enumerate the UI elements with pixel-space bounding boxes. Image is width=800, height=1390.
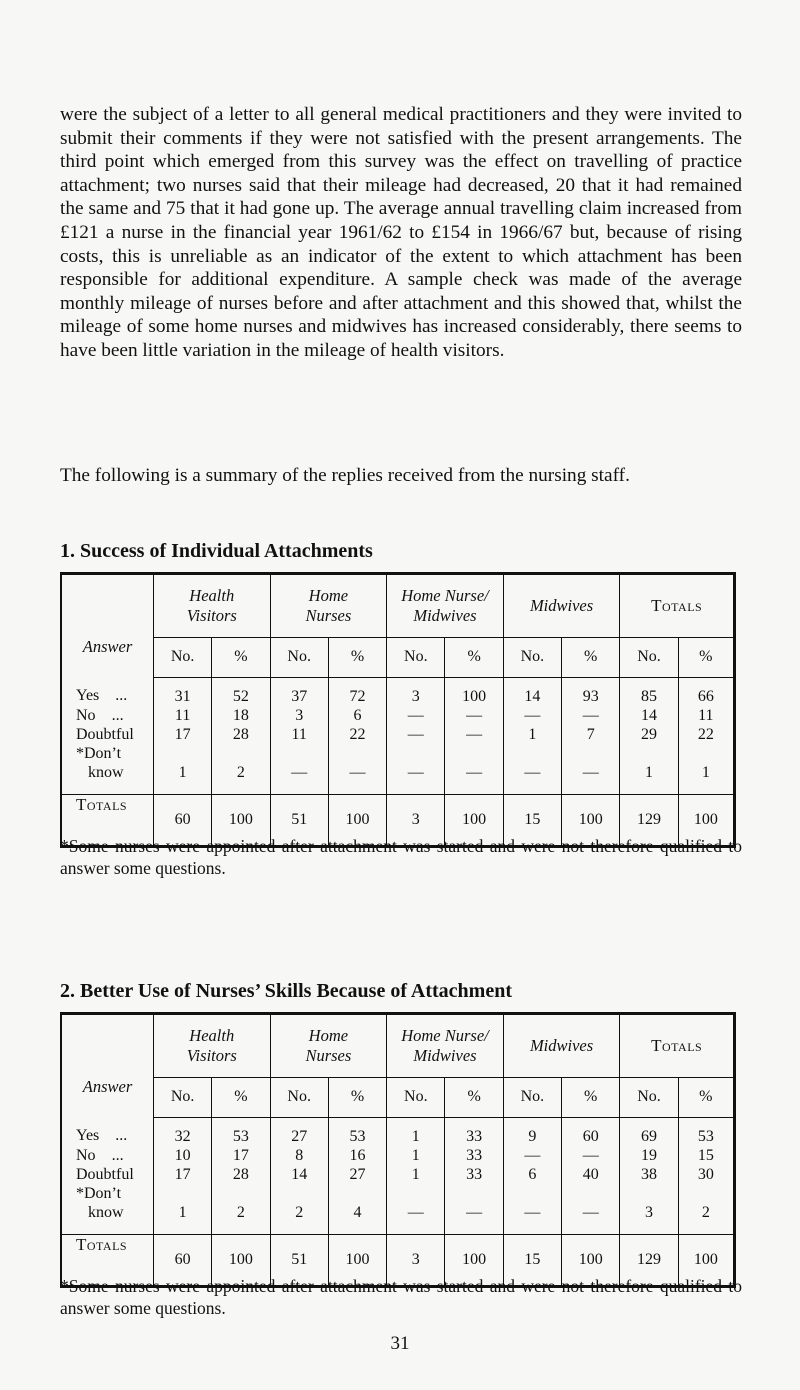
percent-header: % <box>328 1078 386 1117</box>
table-cell: — <box>445 744 503 795</box>
table-cell: — <box>387 744 445 795</box>
table-cell: 69 <box>620 1117 678 1146</box>
table-cell: 29 <box>620 725 678 744</box>
group-header <box>153 574 270 638</box>
answer-header: Answer <box>61 1014 153 1118</box>
group-header-line1: Health <box>189 1026 235 1046</box>
group-header-line1: Home Nurse/ <box>401 586 489 606</box>
table-cell: 53 <box>328 1117 386 1146</box>
row-label <box>61 1184 153 1235</box>
table-cell: 14 <box>620 706 678 725</box>
totals-cell: 60 <box>153 1234 211 1286</box>
percent-header: % <box>212 1078 270 1117</box>
no-header: No. <box>270 638 328 677</box>
group-header <box>387 1014 504 1078</box>
table-cell: 3 <box>620 1184 678 1235</box>
group-header-line1: Totals <box>651 1036 703 1056</box>
table2-heading: 2. Better Use of Nurses’ Skills Because of Attachment <box>60 980 512 1002</box>
group-header-line2: Visitors <box>186 606 237 626</box>
row-label-dots: ... <box>111 1146 124 1164</box>
table-cell: 17 <box>153 725 211 744</box>
table-cell: 32 <box>153 1117 211 1146</box>
table-cell: 93 <box>562 677 620 706</box>
table-cell: 14 <box>503 677 561 706</box>
percent-header: % <box>212 638 270 677</box>
totals-cell: 100 <box>678 794 734 846</box>
table-cell: 33 <box>445 1117 503 1146</box>
totals-cell: 100 <box>445 794 503 846</box>
totals-cell: 15 <box>503 1234 561 1286</box>
table-cell: 28 <box>212 1165 270 1184</box>
totals-label: Totals <box>61 1234 153 1286</box>
row-label <box>61 1165 153 1184</box>
group-header-line1: Health <box>189 586 235 606</box>
table-cell: 7 <box>562 725 620 744</box>
table-cell: 33 <box>445 1165 503 1184</box>
no-header: No. <box>503 638 561 677</box>
group-header-line2: Midwives <box>413 1046 477 1066</box>
group-header-line1: Home Nurse/ <box>401 1026 489 1046</box>
totals-cell: 100 <box>212 1234 270 1286</box>
group-header-line1: Home <box>308 1026 349 1046</box>
table-cell: 3 <box>270 706 328 725</box>
row-label-dots: ... <box>115 687 128 704</box>
table-cell: — <box>562 744 620 795</box>
page-number: 31 <box>390 1333 410 1354</box>
table-cell: 1 <box>387 1165 445 1184</box>
no-header: No. <box>503 1078 561 1117</box>
table-cell: 27 <box>328 1165 386 1184</box>
table-cell: — <box>445 706 503 725</box>
row-label-text: No <box>76 1146 96 1164</box>
group-header-line2: Midwives <box>413 606 477 626</box>
table-cell: 16 <box>328 1146 386 1165</box>
table-cell: 38 <box>620 1165 678 1184</box>
totals-cell: 100 <box>328 1234 386 1286</box>
row-label-text: Doubtful <box>76 725 134 743</box>
table-cell: 17 <box>153 1165 211 1184</box>
table-cell: — <box>445 725 503 744</box>
totals-cell: 100 <box>328 794 386 846</box>
table-cell: 2 <box>678 1184 734 1235</box>
table-cell: 85 <box>620 677 678 706</box>
row-label-text: Yes <box>76 687 100 704</box>
group-header-line1: Totals <box>651 596 703 616</box>
table-cell: 52 <box>212 677 270 706</box>
row-label-dots: ... <box>115 1127 128 1144</box>
table-cell: 72 <box>328 677 386 706</box>
group-header <box>270 1014 387 1078</box>
row-label <box>61 677 153 706</box>
table-cell: 9 <box>503 1117 561 1146</box>
totals-cell: 15 <box>503 794 561 846</box>
group-header <box>153 1014 270 1078</box>
table-cell: 27 <box>270 1117 328 1146</box>
totals-cell: 51 <box>270 794 328 846</box>
row-label <box>61 706 153 725</box>
no-header: No. <box>270 1078 328 1117</box>
table-cell: — <box>562 1146 620 1165</box>
totals-cell: 129 <box>620 794 678 846</box>
table-cell: 2 <box>270 1184 328 1235</box>
answer-header: Answer <box>61 574 153 678</box>
no-header: No. <box>620 1078 678 1117</box>
group-header-line2: Nurses <box>305 606 352 626</box>
no-header: No. <box>153 638 211 677</box>
percent-header: % <box>678 638 734 677</box>
table-cell: 1 <box>387 1146 445 1165</box>
totals-cell: 100 <box>562 794 620 846</box>
table-cell: 1 <box>620 744 678 795</box>
totals-cell: 129 <box>620 1234 678 1286</box>
no-header: No. <box>387 638 445 677</box>
group-header <box>503 574 620 638</box>
table-cell: — <box>387 706 445 725</box>
table-cell: — <box>445 1184 503 1235</box>
table1-footnote: *Some nurses were appointed after attachment was started and were not therefore qualified to answer some questions. <box>60 836 742 878</box>
table-cell: — <box>562 1184 620 1235</box>
totals-cell: 60 <box>153 794 211 846</box>
table-cell: 22 <box>328 725 386 744</box>
totals-cell: 3 <box>387 794 445 846</box>
percent-header: % <box>562 1078 620 1117</box>
totals-cell: 100 <box>562 1234 620 1286</box>
percent-header: % <box>445 1078 503 1117</box>
table-cell: — <box>503 744 561 795</box>
row-label-line2: know <box>88 1203 124 1221</box>
row-label-line2: know <box>88 763 124 781</box>
percent-header: % <box>678 1078 734 1117</box>
table-cell: 3 <box>387 677 445 706</box>
table-cell: 10 <box>153 1146 211 1165</box>
table-cell: — <box>328 744 386 795</box>
table-cell: — <box>387 725 445 744</box>
table-row <box>61 1184 735 1235</box>
group-header <box>620 574 735 638</box>
row-label-line1: *Don’t <box>76 1184 122 1202</box>
table-cell: — <box>503 706 561 725</box>
table-row <box>61 1146 735 1165</box>
table-cell: — <box>387 1184 445 1235</box>
row-label <box>61 1146 153 1165</box>
totals-label: Totals <box>61 794 153 846</box>
table-row <box>61 706 735 725</box>
row-label <box>61 725 153 744</box>
table-cell: 2 <box>212 744 270 795</box>
group-header <box>620 1014 735 1078</box>
table-cell: 30 <box>678 1165 734 1184</box>
percent-header: % <box>328 638 386 677</box>
percent-header: % <box>562 638 620 677</box>
row-label <box>61 744 153 795</box>
no-header: No. <box>620 638 678 677</box>
table-cell: 1 <box>678 744 734 795</box>
totals-cell: 100 <box>445 1234 503 1286</box>
table-cell: 17 <box>212 1146 270 1165</box>
row-label-dots: ... <box>111 706 124 724</box>
table-cell: 1 <box>387 1117 445 1146</box>
table-cell: 18 <box>212 706 270 725</box>
totals-cell: 3 <box>387 1234 445 1286</box>
table-cell: 31 <box>153 677 211 706</box>
table-cell: 53 <box>678 1117 734 1146</box>
table-row <box>61 744 735 795</box>
table-row <box>61 1117 735 1146</box>
skills-table <box>60 1012 736 1288</box>
row-label-line1: *Don’t <box>76 744 122 762</box>
table-cell: 22 <box>678 725 734 744</box>
table-cell: 11 <box>678 706 734 725</box>
table-cell: 1 <box>153 744 211 795</box>
table-row <box>61 725 735 744</box>
group-header <box>503 1014 620 1078</box>
group-header-line1: Home <box>308 586 349 606</box>
table-cell: — <box>562 706 620 725</box>
table-cell: 4 <box>328 1184 386 1235</box>
table-cell: 1 <box>503 725 561 744</box>
table-cell: 14 <box>270 1165 328 1184</box>
table-cell: 33 <box>445 1146 503 1165</box>
row-label-text: Doubtful <box>76 1165 134 1183</box>
table-cell: 6 <box>503 1165 561 1184</box>
table-cell: 6 <box>328 706 386 725</box>
table-cell: 37 <box>270 677 328 706</box>
group-header <box>387 574 504 638</box>
group-header-line2: Visitors <box>186 1046 237 1066</box>
intro-paragraph: The following is a summary of the replies received from the nursing staff. <box>60 465 630 486</box>
no-header: No. <box>153 1078 211 1117</box>
table-cell: 1 <box>153 1184 211 1235</box>
table1-heading: 1. Success of Individual Attachments <box>60 540 373 562</box>
table-cell: 2 <box>212 1184 270 1235</box>
table-cell: 19 <box>620 1146 678 1165</box>
row-label-text: Yes <box>76 1127 100 1144</box>
table-cell: — <box>503 1146 561 1165</box>
table-cell: 8 <box>270 1146 328 1165</box>
table-row <box>61 677 735 706</box>
row-label <box>61 1117 153 1146</box>
table-cell: 53 <box>212 1117 270 1146</box>
table-cell: 28 <box>212 725 270 744</box>
table-cell: 60 <box>562 1117 620 1146</box>
body-paragraph: were the subject of a letter to all general medical practitioners and they were invited to submit their comments if they were not satisfied with the present arrangements. The third point which emerged from this survey was the effect on travelling of practice attachment; two nurses said that their mileage had decreased, 20 that it had remained the same and 75 that it had gone up. The average annual travelling claim increased from £121 a nurse in the financial year 1961/62 to £154 in 1966/67 but, because of rising costs, this is unreliable as an indicator of the extent to which attachment has been responsible for additional expenditure. A sample check was made of the average monthly mileage of nurses before and after attachment and this showed that, whilst the mileage of some home nurses and midwives has increased considerably, there seems to have been little variation in the mileage of health visitors. <box>60 104 742 361</box>
totals-cell: 100 <box>212 794 270 846</box>
totals-cell: 51 <box>270 1234 328 1286</box>
table-cell: — <box>270 744 328 795</box>
table-cell: 15 <box>678 1146 734 1165</box>
totals-cell: 100 <box>678 1234 734 1286</box>
table-cell: 66 <box>678 677 734 706</box>
table-cell: 11 <box>153 706 211 725</box>
table2-footnote: *Some nurses were appointed after attachment was started and were not therefore qualified to answer some questions. <box>60 1276 742 1318</box>
row-label-text: No <box>76 706 96 724</box>
table-cell: — <box>503 1184 561 1235</box>
group-header-line1: Midwives <box>529 596 594 616</box>
table-cell: 11 <box>270 725 328 744</box>
group-header-line2: Nurses <box>305 1046 352 1066</box>
table-row <box>61 1165 735 1184</box>
percent-header: % <box>445 638 503 677</box>
success-table <box>60 572 736 848</box>
group-header <box>270 574 387 638</box>
no-header: No. <box>387 1078 445 1117</box>
group-header-line1: Midwives <box>529 1036 594 1056</box>
table-cell: 100 <box>445 677 503 706</box>
table-cell: 40 <box>562 1165 620 1184</box>
